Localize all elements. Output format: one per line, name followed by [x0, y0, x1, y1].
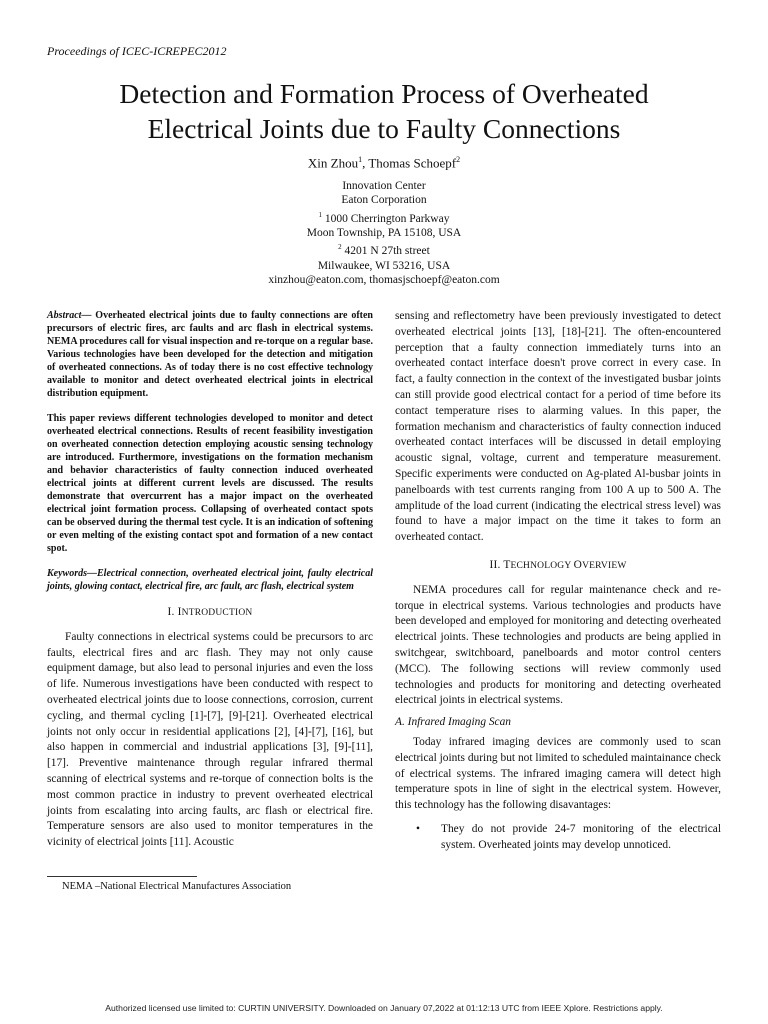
bullet-item: [395, 822, 721, 854]
section-heading-introduction: I. INTRODUCTION: [167, 606, 253, 618]
affiliation-line: Innovation Center: [342, 180, 426, 192]
affiliation-line: $^1$ 1000 Cherrington Parkway: [318, 210, 450, 225]
introduction-paragraph: Faulty connections in electrical systems could be precursors to arc faults, electrical fires and arc flash. They may not only cause equipment damage, but also lead to personal injuries and even the loss of life. Numerous investigations have been conducted with respect to overheated electrical joints due to loose connections, corrosion, current cycling, and thermal cycling [1]-[7], [9]-[21]. Overheated electrical joints not only occur in residential applications [2], [4]-[7], [16], but also happen in commercial and industrial applications [3], [9]-[11], [17]. Preventive maintenance through regular infrared thermal scanning of electrical systems and re-torque of connection bolts is the most common practice in industry to prevent overheated electrical joints from escalating into arcing faults, arc flash or electrical fire. Temperature sensors are also used to monitor temperatures in the vicinity of electrical joints [11]. Acoustic: [47, 630, 373, 849]
bullet-icon: •: [416, 822, 420, 835]
technology-overview-paragraph: NEMA procedures call for regular maintenance check and re-torque in electrical systems. Various technologies and products have been developed and employed for monitoring and detecting overheated electrical joints. These technologies and products are being applied in switchgear, switchboard, panelboards and motor control centers (MCC). The following sections will review commonly used technologies and products for monitoring and detecting overheated electrical joints in electrical systems.: [395, 583, 721, 707]
author-1-sup: 1: [358, 155, 363, 164]
subsection-heading-infrared: A. Infrared Imaging Scan: [395, 716, 511, 729]
affiliation-line: Milwaukee, WI 53216, USA: [317, 259, 451, 272]
section-heading-technology-overview: II. TECHNOLOGY OVERVIEW: [489, 558, 627, 571]
abstract-lead: Abstract—: [47, 310, 92, 321]
affiliation-sup: 1: [318, 210, 323, 219]
left-column: [47, 309, 373, 851]
title-line-1: Detection and Formation Process of Overheated: [119, 78, 649, 109]
author-2-sup: 2: [456, 155, 461, 164]
footnote-divider: [47, 876, 197, 877]
author-list: [0, 155, 768, 171]
affiliation-line: Eaton Corporation: [341, 194, 427, 207]
affiliation-line: Moon Township, PA 15108, USA: [306, 227, 462, 240]
author-emails: xinzhou@eaton.com, thomasjschoepf@eaton.com: [268, 274, 500, 287]
introduction-continued-paragraph: sensing and reflectometry have been previously investigated to detect overheated electrical joints [13], [18]-[21]. The often-encountered perception that a faulty connection immediately turns into an overheated contact interface doesn't prove correct in every case. In fact, a faulty connection in the context of the investigated busbar joints can still provide good electrical contact for a period of time before its contact temperature rises to alarming values. In this paper, the formation mechanism and characteristics of faulty connection induced overheated contact interfaces will be discussed in detail employing acoustic signal, voltage, current and temperature measurement. Specific experiments were conducted on Ag-plated Al-busbar joints in panelboards with test currents ranging from 100 A up to 500 A. The amplitude of the load current (indicating the electrical stress level) was found to have a major impact on the time it takes to form an overheated contact.: [395, 310, 721, 544]
right-column: [395, 309, 721, 854]
bullet-text: They do not provide 24-7 monitoring of the electrical system. Overheated joints may develop unnoticed.: [441, 822, 721, 851]
abstract-paragraph-1: Abstract— Overheated electrical joints due to faulty connections are often precursors of electric fires, arc faults and arc flash in electrical systems. NEMA procedures call for visual inspection and re-torque on a regular base. Various technologies have been developed for the detection and mitigation of overheated connections. As of today there is no cost effective technology available to monitor and detect overheated electrical joints in electrical distribution equipment.: [47, 310, 373, 399]
affiliation-block: [0, 179, 768, 288]
keywords: Keywords—Electrical connection, overheated electrical joint, faulty electrical joints, glowing contact, electrical fire, arc fault, arc flash, electrical system: [47, 568, 373, 592]
title-line-2: Electrical Joints due to Faulty Connections: [147, 113, 621, 144]
footnote: NEMA –National Electrical Manufactures Association: [62, 881, 292, 892]
paper-title: [50, 76, 718, 146]
license-notice: Authorized licensed use limited to: CURTIN UNIVERSITY. Downloaded on January 07,2022 at 01:12:13 UTC from IEEE Xplore. Restrictions apply.: [105, 1003, 663, 1013]
abstract-paragraph-2: This paper reviews different technologies developed to monitor and detect overheated electrical connections. Results of recent feasibility investigation on overheated connection detection employing acoustic sensing technology are introduced. Furthermore, investigations on the formation mechanism and behavior characteristics of faulty connection induced overheated electrical joints at different current levels are discussed. The results demonstrate that overcurrent has a major impact on the overheated electrical joint formation process. Collapsing of overheated contact spots can be observed during the thermal test cycle. It is an indication of softening or even melting of the existing contact spot and formation of a new contact spot.: [47, 413, 373, 554]
affiliation-sup: 2: [338, 243, 342, 252]
proceedings-header: Proceedings of ICEC-ICREPEC2012: [47, 44, 227, 58]
author-2: Thomas Schoepf: [368, 155, 457, 171]
author-1: Xin Zhou: [307, 155, 359, 171]
author-separator: ,: [362, 155, 369, 171]
affiliation-line: $^2$ 4201 N 27th street: [338, 243, 430, 258]
infrared-paragraph: Today infrared imaging devices are commonly used to scan electrical joints during but not limited to scheduled maintainance check of electrical systems. The infrared imaging camera will detect high temperature spots in line of sight in the electrical system. However, this technology has the following disavantages:: [395, 735, 721, 812]
